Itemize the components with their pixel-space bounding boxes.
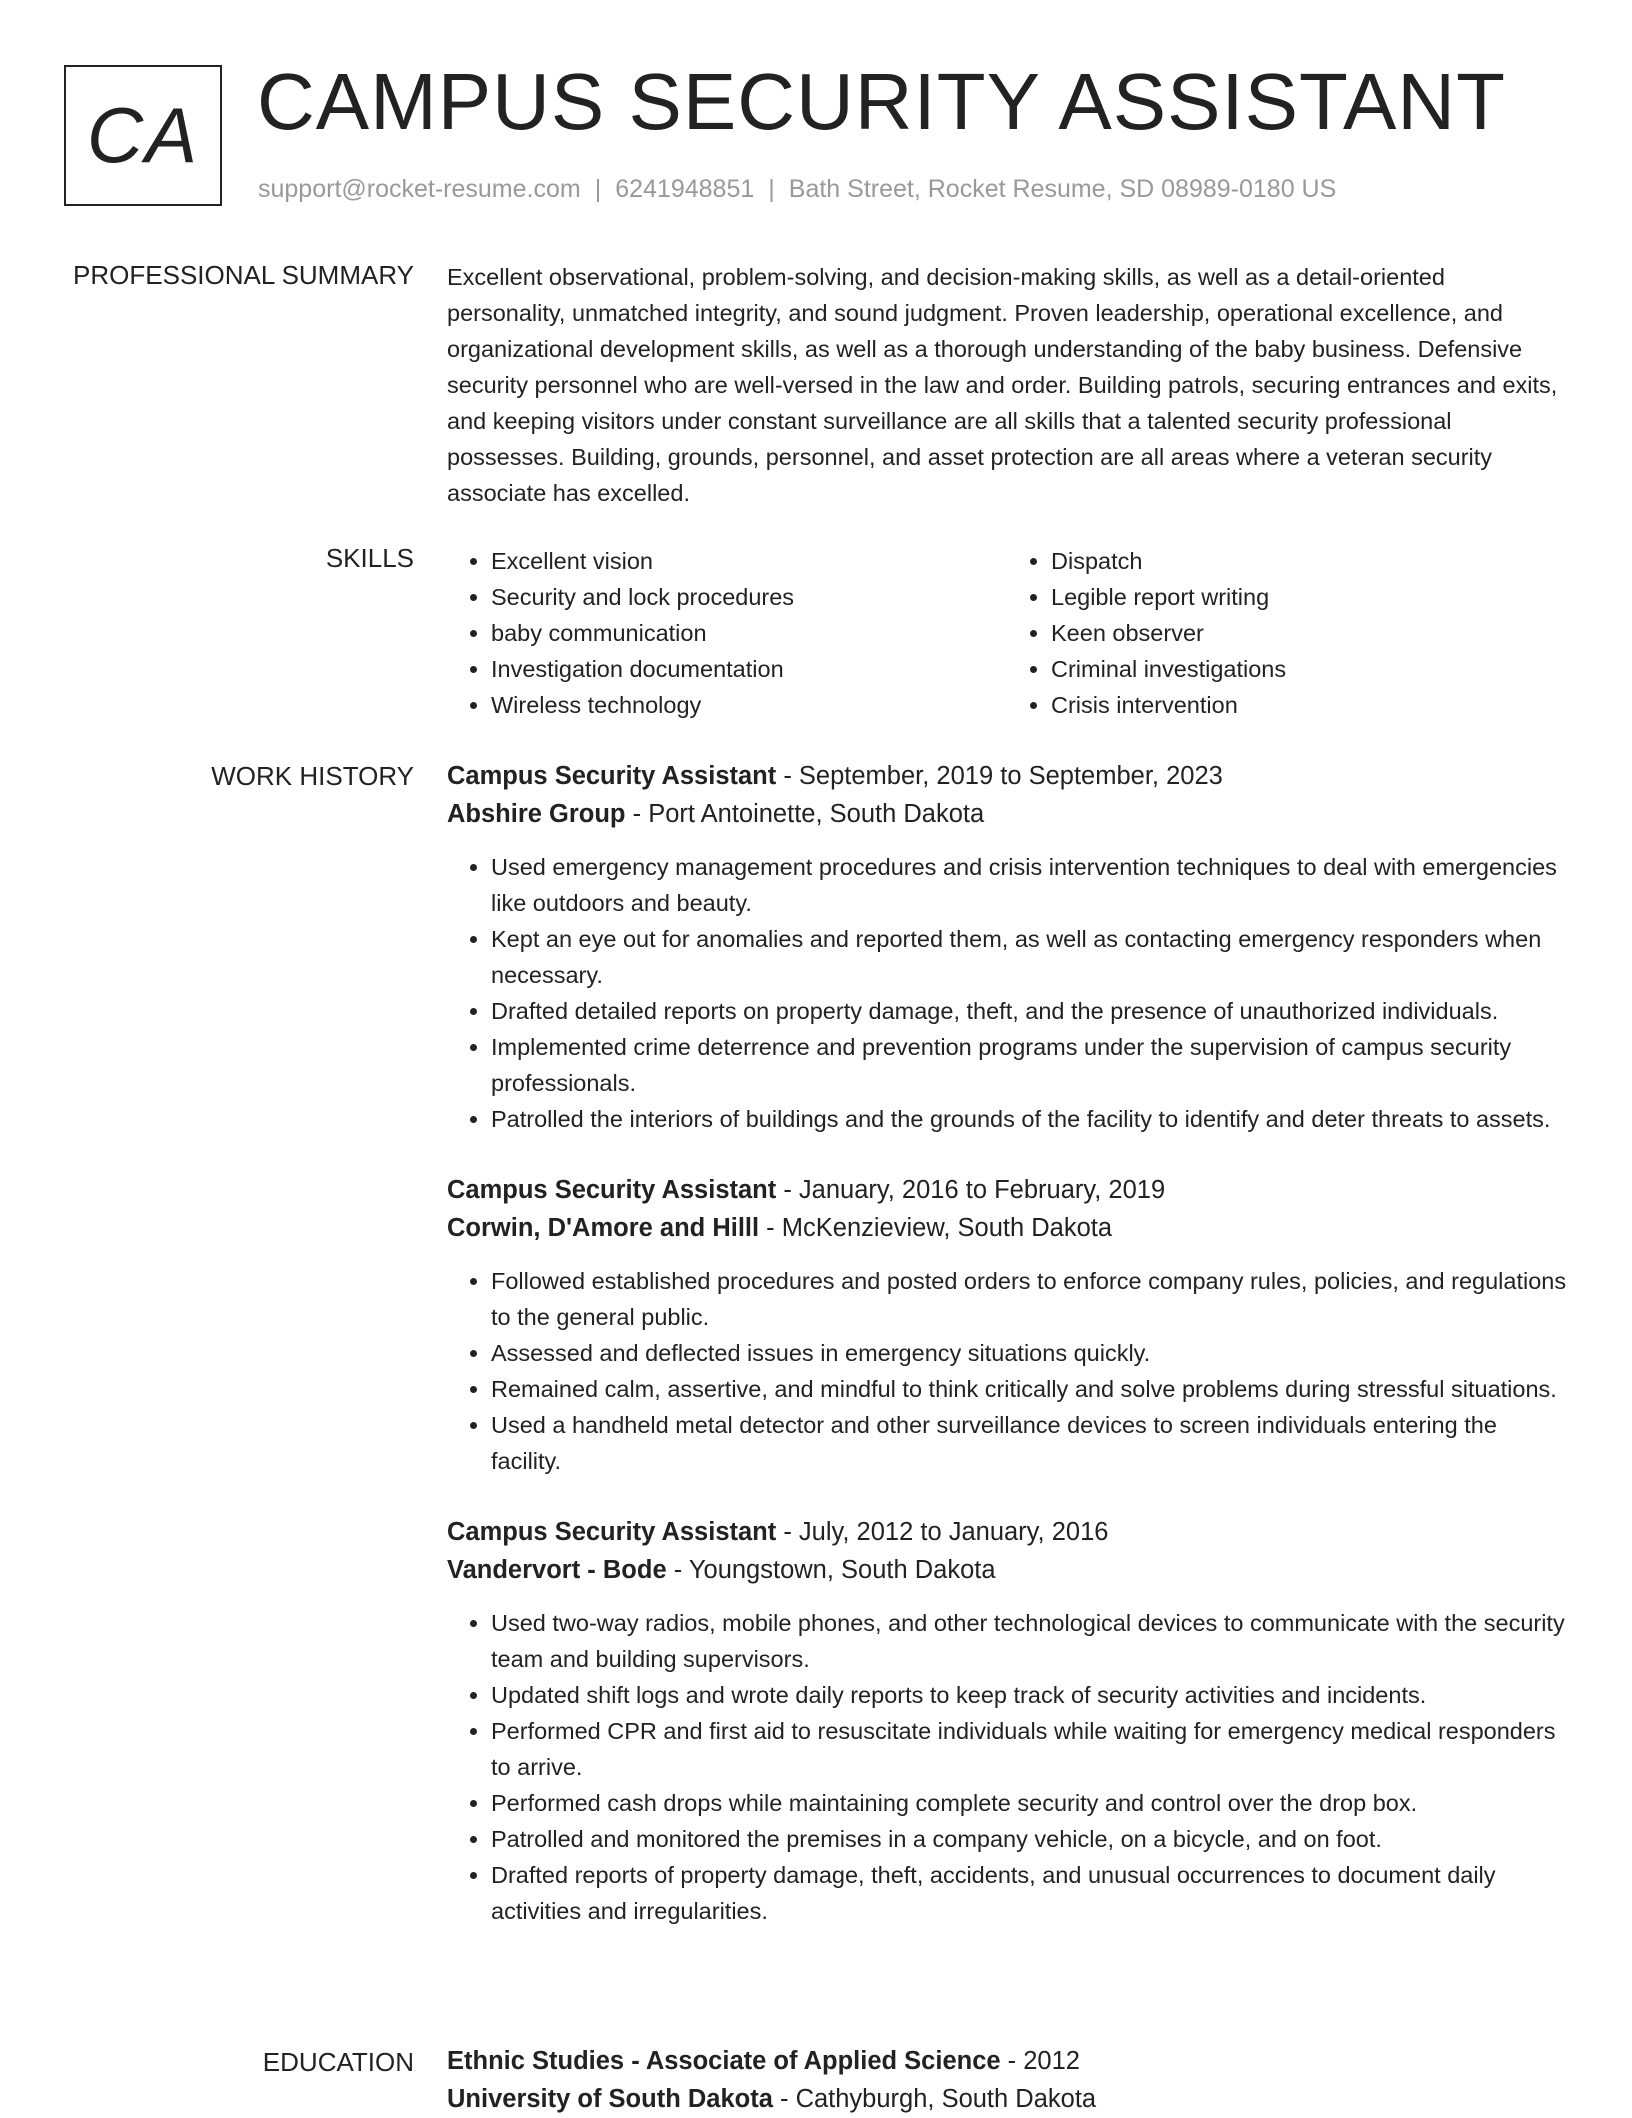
job-bullets <box>447 1263 1567 1479</box>
job-bullet: • Remained calm, assertive, and mindful to think critically and solve problems during stressful situations. <box>491 1371 1567 1407</box>
job-company: Vandervort - Bode <box>447 1556 667 1584</box>
job-bullet: • Patrolled the interiors of buildings and the grounds of the facility to identify and deter threats to assets. <box>491 1101 1567 1137</box>
education-year: 2012 <box>1023 2047 1080 2075</box>
job-bullet: • Used emergency management procedures and crisis intervention techniques to deal with emergencies like outdoors and beauty. <box>491 849 1567 921</box>
job-bullet: • Used two-way radios, mobile phones, and other technological devices to communicate with the security team and building supervisors. <box>491 1605 1567 1677</box>
job-bullet: • Assessed and deflected issues in emergency situations quickly. <box>491 1335 1567 1371</box>
job-company: Corwin, D'Amore and Hilll <box>447 1214 760 1242</box>
skill-item: • Criminal investigations <box>1051 651 1567 687</box>
education-location: Cathyburgh, South Dakota <box>795 2085 1097 2113</box>
job-company-line: Vandervort - Bode - Youngstown, South Dakota <box>447 1556 996 1584</box>
contact-phone[interactable]: 6241948851 <box>615 175 755 203</box>
job-title-line: Campus Security Assistant - September, 2019 to September, 2023 <box>447 762 1223 790</box>
job-bullets <box>447 1605 1567 1929</box>
work-history <box>447 757 1567 1963</box>
education-entry <box>447 2042 1567 2118</box>
job-title: Campus Security Assistant <box>447 1176 777 1204</box>
skills-column-left <box>447 543 1007 723</box>
job-title-line: Campus Security Assistant - January, 2016 to February, 2019 <box>447 1176 1166 1204</box>
contact-separator: | <box>768 175 775 203</box>
skill-item: • Wireless technology <box>491 687 1007 723</box>
skill-item: • Crisis intervention <box>1051 687 1567 723</box>
skill-item: • baby communication <box>491 615 1007 651</box>
skill-item: • Legible report writing <box>1051 579 1567 615</box>
job-bullet: • Implemented crime deterrence and prevention programs under the supervision of campus security professionals. <box>491 1029 1567 1101</box>
job-bullets <box>447 849 1567 1137</box>
job-dates: July, 2012 to January, 2016 <box>798 1518 1109 1546</box>
job-bullet: • Drafted detailed reports on property damage, theft, and the presence of unauthorized individuals. <box>491 993 1567 1029</box>
section-label-work: WORK HISTORY <box>211 761 414 791</box>
job-bullet: • Kept an eye out for anomalies and reported them, as well as contacting emergency responders when necessary. <box>491 921 1567 993</box>
job-entry <box>447 1171 1567 1479</box>
job-bullet: • Updated shift logs and wrote daily reports to keep track of security activities and incidents. <box>491 1677 1567 1713</box>
contact-line <box>258 175 1336 204</box>
education-degree: Ethnic Studies - Associate of Applied Science <box>447 2047 1001 2075</box>
section-label-education: EDUCATION <box>262 2047 414 2077</box>
skills-list <box>447 543 1567 723</box>
job-entry <box>447 1513 1567 1929</box>
contact-email[interactable]: support@rocket-resume.com <box>258 175 581 203</box>
job-bullet: • Followed established procedures and posted orders to enforce company rules, policies, and regulations to the general public. <box>491 1263 1567 1335</box>
skill-item: • Investigation documentation <box>491 651 1007 687</box>
resume-title: CAMPUS SECURITY ASSISTANT <box>257 57 1506 146</box>
monogram-logo <box>64 65 222 206</box>
skill-item: • Keen observer <box>1051 615 1567 651</box>
job-company-line: Abshire Group - Port Antoinette, South Dakota <box>447 800 985 828</box>
education-degree-line: Ethnic Studies - Associate of Applied Science - 2012 <box>447 2047 1080 2075</box>
contact-address: Bath Street, Rocket Resume, SD 08989-0180 US <box>788 175 1337 203</box>
job-dates: January, 2016 to February, 2019 <box>798 1176 1166 1204</box>
contact-separator: | <box>594 175 602 203</box>
section-label-skills: SKILLS <box>325 543 414 573</box>
section-label-summary: PROFESSIONAL SUMMARY <box>73 260 414 290</box>
job-title: Campus Security Assistant <box>447 1518 777 1546</box>
job-location: Youngstown, South Dakota <box>688 1556 996 1584</box>
job-dates: September, 2019 to September, 2023 <box>798 762 1223 790</box>
summary-text: Excellent observational, problem-solving, and decision-making skills, as well as a detail-oriented personality, unmatched integrity, and sound judgment. Proven leadership, operational excellence, and organizational development skills, as well as a thorough understanding of the baby business. Defensive security personnel who are well-versed in the law and order. Building patrols, securing entrances and exits, and keeping visitors under constant surveillance are all skills that a talented security professional possesses. Building, grounds, personnel, and asset protection are all areas where a veteran security associate has excelled. <box>447 264 1558 506</box>
skill-item: • Excellent vision <box>491 543 1007 579</box>
job-entry <box>447 757 1567 1137</box>
job-bullet: • Patrolled and monitored the premises in a company vehicle, on a bicycle, and on foot. <box>491 1821 1567 1857</box>
education-school-line: University of South Dakota - Cathyburgh, South Dakota <box>447 2085 1097 2113</box>
job-company-line: Corwin, D'Amore and Hilll - McKenzieview, South Dakota <box>447 1214 1113 1242</box>
job-bullet: • Used a handheld metal detector and other surveillance devices to screen individuals entering the facility. <box>491 1407 1567 1479</box>
education-school: University of South Dakota <box>447 2085 773 2113</box>
job-title-line: Campus Security Assistant - July, 2012 to January, 2016 <box>447 1518 1109 1546</box>
job-location: McKenzieview, South Dakota <box>781 1214 1113 1242</box>
job-location: Port Antoinette, South Dakota <box>648 800 985 828</box>
job-company: Abshire Group <box>447 800 626 828</box>
job-title: Campus Security Assistant <box>447 762 777 790</box>
skills-column-right <box>1007 543 1567 723</box>
skill-item: • Security and lock procedures <box>491 579 1007 615</box>
monogram-text: CA <box>86 91 200 179</box>
job-bullet: • Performed CPR and first aid to resuscitate individuals while waiting for emergency medical responders to arrive. <box>491 1713 1567 1785</box>
skill-item: • Dispatch <box>1051 543 1567 579</box>
job-bullet: • Drafted reports of property damage, theft, accidents, and unusual occurrences to document daily activities and irregularities. <box>491 1857 1567 1929</box>
job-bullet: • Performed cash drops while maintaining complete security and control over the drop box. <box>491 1785 1567 1821</box>
